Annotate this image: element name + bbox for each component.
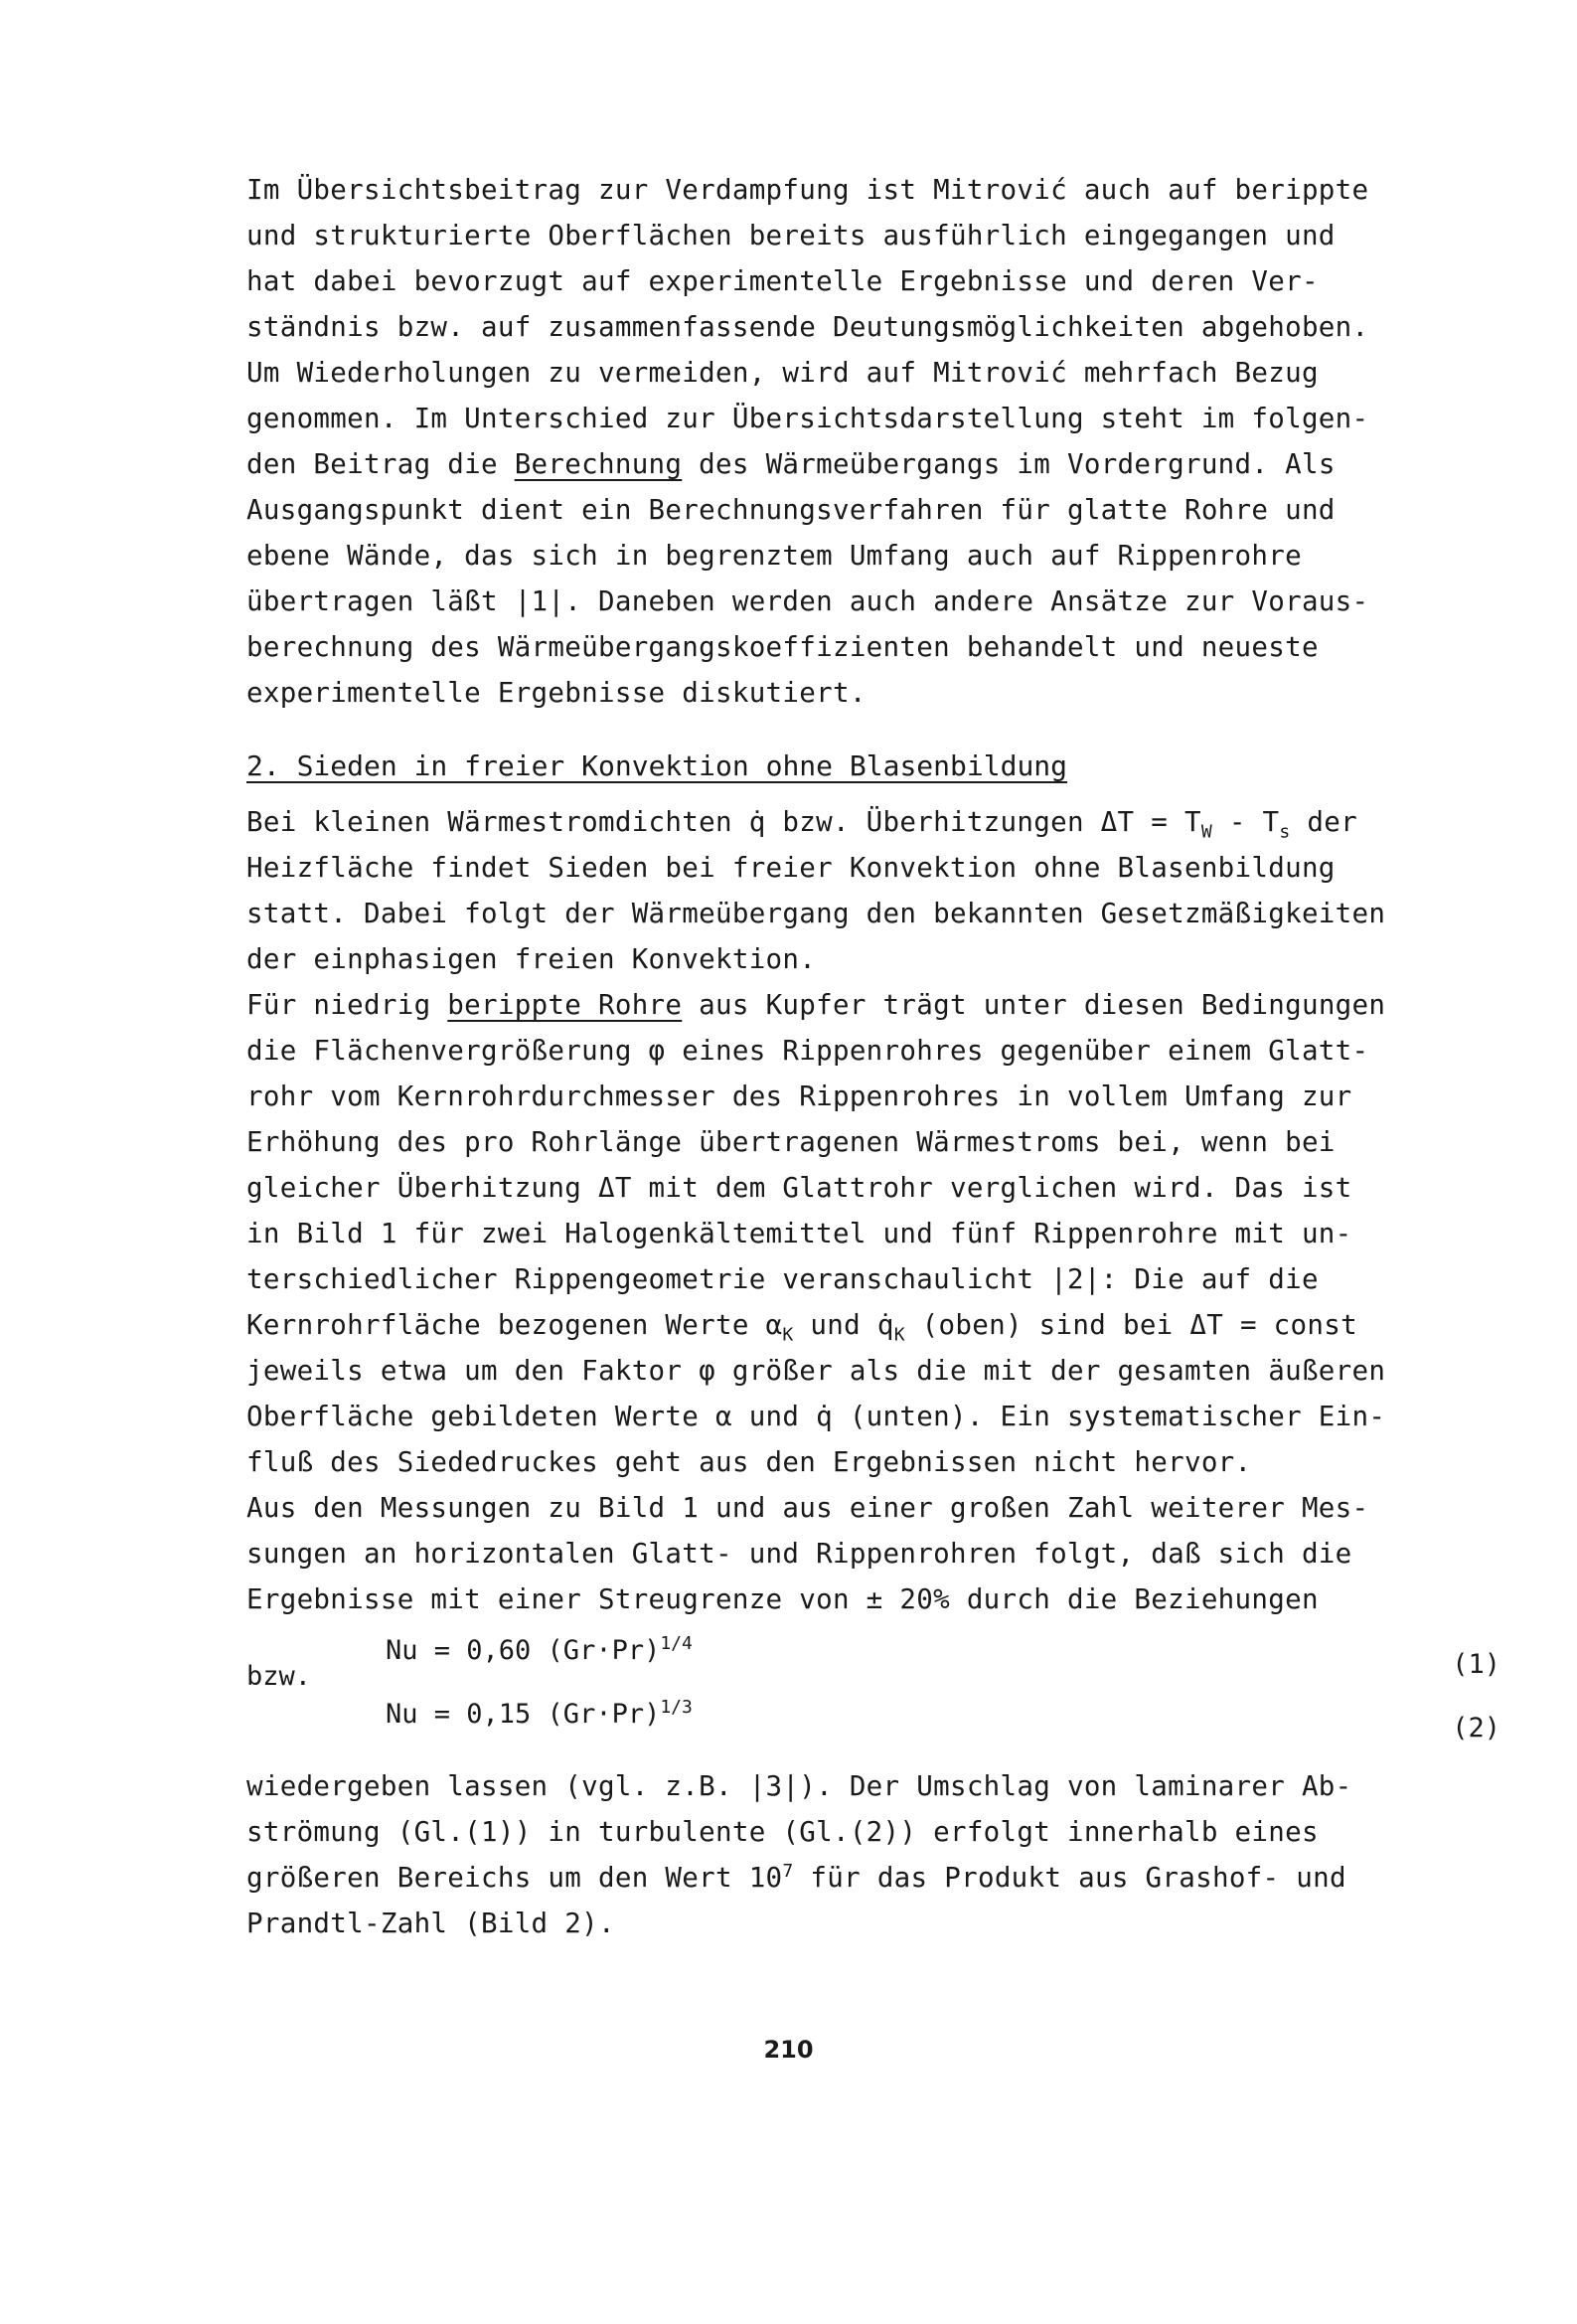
text-line: Ergebnisse mit einer Streugrenze von ± 20% durch die Beziehungen bbox=[246, 1583, 1319, 1615]
text-line: ständnis bzw. auf zusammenfassende Deutungsmöglichkeiten abgehoben. bbox=[246, 311, 1369, 343]
text-line: strömung (Gl.(1)) in turbulente (Gl.(2)) erfolgt innerhalb eines bbox=[246, 1816, 1319, 1848]
equation-number: (2) bbox=[1452, 1713, 1500, 1743]
text-line bbox=[246, 1855, 1528, 1901]
text-line: berechnung des Wärmeübergangskoeffizienten behandelt und neueste bbox=[246, 631, 1319, 663]
text-fragment: größeren Bereichs um den Wert 10 bbox=[246, 1862, 783, 1894]
text-fragment: (oben) sind bei ΔT = const bbox=[904, 1309, 1357, 1341]
text-fragment: aus Kupfer trägt unter diesen Bedingungen bbox=[682, 989, 1386, 1021]
subscript: K bbox=[782, 1324, 794, 1346]
text-line: der einphasigen freien Konvektion. bbox=[246, 943, 817, 975]
underlined-term: Berechnung bbox=[514, 448, 683, 480]
text-line: statt. Dabei folgt der Wärmeübergang den bekannten Gesetzmäßigkeiten bbox=[246, 898, 1386, 929]
equation-text bbox=[386, 1626, 693, 1676]
subscript: K bbox=[893, 1324, 905, 1346]
text-line bbox=[246, 1302, 1528, 1348]
text-line bbox=[246, 982, 1528, 1028]
text-line: ebene Wände, das sich in begrenztem Umfang auch auf Rippenrohre bbox=[246, 540, 1302, 572]
text-line: Um Wiederholungen zu vermeiden, wird auf Mitrović mehrfach Bezug bbox=[246, 357, 1319, 389]
text-line: sungen an horizontalen Glatt- und Rippenrohren folgt, daß sich die bbox=[246, 1538, 1352, 1570]
text-fragment: der bbox=[1290, 806, 1357, 838]
text-fragment: - T bbox=[1211, 806, 1280, 838]
text-fragment: für das Produkt aus Grashof- und bbox=[793, 1862, 1346, 1894]
text-line: jeweils etwa um den Faktor φ größer als die mit der gesamten äußeren bbox=[246, 1355, 1386, 1387]
text-line: Oberfläche gebildeten Werte α und q̇ (unten). Ein systematischer Ein- bbox=[246, 1401, 1386, 1432]
underlined-term: berippte Rohre bbox=[447, 989, 683, 1021]
equation-1 bbox=[246, 1626, 1528, 1692]
text-line: gleicher Überhitzung ΔT mit dem Glattrohr verglichen wird. Das ist bbox=[246, 1172, 1352, 1204]
text-line: Heizfläche findet Sieden bei freier Konvektion ohne Blasenbildung bbox=[246, 852, 1336, 884]
bzw-label: bzw. bbox=[246, 1661, 312, 1692]
paragraph-intro bbox=[246, 167, 1528, 716]
section-heading: 2. Sieden in freier Konvektion ohne Blasenbildung bbox=[246, 749, 1068, 782]
page-number: 210 bbox=[763, 2036, 814, 2064]
equation-block bbox=[246, 1626, 1528, 1755]
spacer bbox=[246, 789, 1528, 799]
equation-text bbox=[386, 1690, 693, 1740]
text-line bbox=[246, 441, 1528, 487]
superscript: 7 bbox=[782, 1860, 794, 1882]
subscript: s bbox=[1279, 821, 1291, 843]
equation-2 bbox=[246, 1690, 1528, 1743]
text-line: Aus den Messungen zu Bild 1 und aus einer großen Zahl weiterer Mes- bbox=[246, 1492, 1369, 1524]
exponent: 1/3 bbox=[660, 1697, 693, 1718]
text-line: Erhöhung des pro Rohrlänge übertragenen Wärmestroms bei, wenn bei bbox=[246, 1126, 1336, 1158]
equation-formula: Nu = 0,60 (Gr·Pr) bbox=[386, 1635, 661, 1666]
text-line: terschiedlicher Rippengeometrie veranschaulicht |2|: Die auf die bbox=[246, 1263, 1319, 1295]
text-line: in Bild 1 für zwei Halogenkältemittel und fünf Rippenrohre mit un- bbox=[246, 1218, 1352, 1249]
text-line: wiedergeben lassen (vgl. z.B. |3|). Der Umschlag von laminarer Ab- bbox=[246, 1770, 1352, 1802]
text-line: genommen. Im Unterschied zur Übersichtsdarstellung steht im folgen- bbox=[246, 403, 1369, 434]
paragraph-transition bbox=[246, 1763, 1528, 1946]
subscript: W bbox=[1200, 821, 1212, 843]
text-fragment: Kernrohrfläche bezogenen Werte α bbox=[246, 1309, 783, 1341]
text-line: übertragen läßt |1|. Daneben werden auch andere Ansätze zur Voraus- bbox=[246, 585, 1369, 617]
text-fragment: und q̇ bbox=[793, 1309, 894, 1341]
text-fragment: Für niedrig bbox=[246, 989, 448, 1021]
text-line: rohr vom Kernrohrdurchmesser des Rippenrohres in vollem Umfang zur bbox=[246, 1080, 1352, 1112]
text-line: und strukturierte Oberflächen bereits ausführlich eingegangen und bbox=[246, 220, 1336, 251]
text-line: Ausgangspunkt dient ein Berechnungsverfahren für glatte Rohre und bbox=[246, 494, 1336, 526]
text-line: experimentelle Ergebnisse diskutiert. bbox=[246, 677, 867, 709]
exponent: 1/4 bbox=[660, 1633, 693, 1654]
equation-formula: Nu = 0,15 (Gr·Pr) bbox=[386, 1699, 661, 1730]
text-line: hat dabei bevorzugt auf experimentelle Ergebnisse und deren Ver- bbox=[246, 265, 1319, 297]
document-body bbox=[246, 167, 1528, 1946]
text-line: Prandtl-Zahl (Bild 2). bbox=[246, 1908, 615, 1939]
paragraph-finned-tubes bbox=[246, 982, 1528, 1485]
text-line: Im Übersichtsbeitrag zur Verdampfung ist Mitrović auch auf berippte bbox=[246, 174, 1369, 206]
paragraph-free-convection bbox=[246, 799, 1528, 982]
paragraph-measurements bbox=[246, 1485, 1528, 1622]
text-fragment: des Wärmeübergangs im Vordergrund. Als bbox=[682, 448, 1336, 480]
text-fragment: den Beitrag die bbox=[246, 448, 515, 480]
text-line bbox=[246, 799, 1528, 845]
text-fragment: Bei kleinen Wärmestromdichten q̇ bzw. Überhitzungen ΔT = T bbox=[246, 806, 1201, 838]
text-line: fluß des Siededruckes geht aus den Ergebnissen nicht hervor. bbox=[246, 1446, 1252, 1478]
spacer bbox=[246, 716, 1528, 744]
equation-number: (1) bbox=[1452, 1649, 1500, 1680]
text-line: die Flächenvergrößerung φ eines Rippenrohres gegenüber einem Glatt- bbox=[246, 1035, 1369, 1067]
